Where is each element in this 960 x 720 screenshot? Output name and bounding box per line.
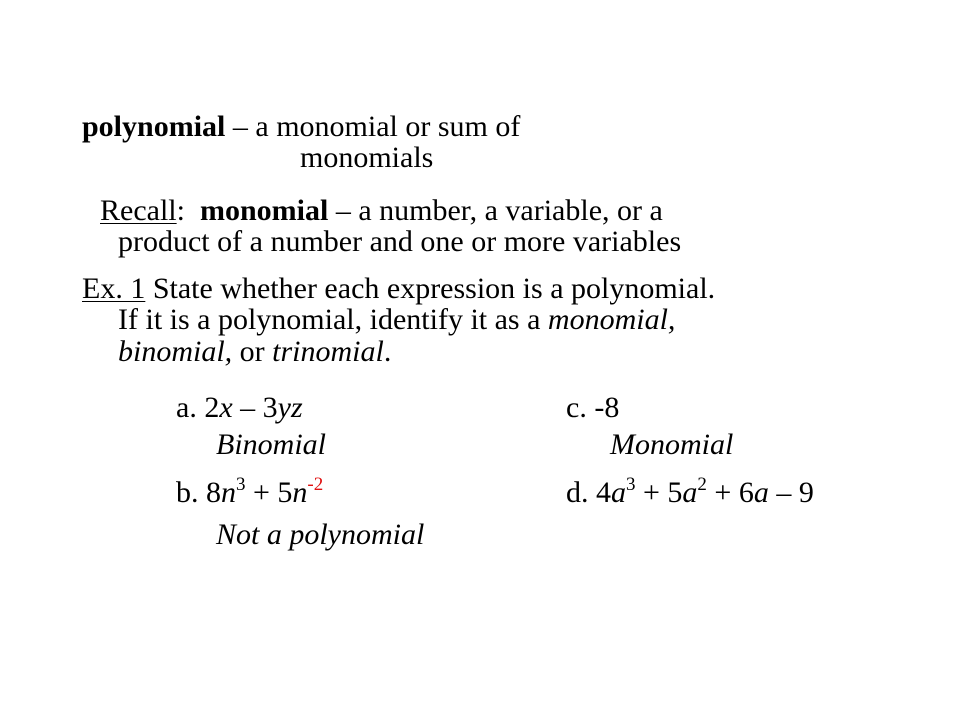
expr-part: + 5 bbox=[635, 476, 683, 509]
example-text: State whether each expression is a polynomial. bbox=[145, 272, 716, 305]
recall-term: monomial bbox=[199, 194, 329, 227]
item-b-label: b. bbox=[176, 476, 206, 509]
definition-term: polynomial bbox=[82, 110, 226, 143]
expr-part: 4 bbox=[596, 476, 611, 509]
expr-var: n bbox=[292, 476, 308, 509]
monomial-word: monomial, bbox=[547, 303, 676, 336]
example-label: Ex. 1 bbox=[82, 272, 146, 305]
item-a-expression bbox=[176, 391, 303, 425]
expr-var: a bbox=[611, 476, 626, 509]
example-line bbox=[82, 272, 715, 306]
recall-text: – a number, a variable, or a bbox=[328, 194, 663, 227]
expr-part: 8 bbox=[206, 476, 221, 509]
expr-var: a bbox=[682, 476, 698, 509]
recall-line bbox=[100, 194, 663, 228]
expr-exponent: 2 bbox=[697, 474, 707, 495]
expr-var: a bbox=[753, 476, 769, 509]
expr-part: 2 bbox=[204, 391, 220, 424]
example-continuation-2 bbox=[118, 335, 391, 369]
item-c-answer: Monomial bbox=[610, 428, 734, 461]
expr-part: + 5 bbox=[245, 476, 293, 509]
recall-label: Recall bbox=[100, 194, 177, 227]
definition-line bbox=[82, 110, 520, 144]
expr-var: n bbox=[221, 476, 236, 509]
example-continuation bbox=[118, 303, 675, 337]
trinomial-word: trinomial bbox=[272, 335, 384, 368]
expr-var: yz bbox=[277, 391, 303, 424]
negative-exponent: -2 bbox=[307, 474, 324, 495]
item-d-label: d. bbox=[566, 476, 596, 509]
item-c-expression bbox=[566, 391, 619, 425]
expr-var: x bbox=[219, 391, 233, 424]
item-c-label: c. bbox=[566, 391, 595, 424]
binomial-word: binomial, bbox=[118, 335, 233, 368]
example-text-2: If it is a polynomial, identify it as a bbox=[118, 303, 548, 336]
expr-part: + 6 bbox=[706, 476, 754, 509]
expr-part: -8 bbox=[594, 391, 620, 424]
recall-continuation: product of a number and one or more variables bbox=[118, 225, 682, 258]
expr-part: – 3 bbox=[232, 391, 278, 424]
item-a-label: a. bbox=[176, 391, 205, 424]
definition-text: – a monomial or sum of bbox=[225, 110, 521, 143]
definition-continuation: monomials bbox=[300, 141, 434, 174]
period: . bbox=[383, 335, 392, 368]
expr-exponent: 3 bbox=[626, 474, 636, 495]
item-d-expression bbox=[566, 476, 814, 514]
or-word: or bbox=[232, 335, 273, 368]
recall-colon: : bbox=[176, 194, 185, 227]
item-a-answer: Binomial bbox=[216, 428, 326, 461]
expr-exponent: 3 bbox=[236, 474, 246, 495]
item-b-expression bbox=[176, 476, 323, 514]
expr-part: – 9 bbox=[768, 476, 814, 509]
item-b-answer: Not a polynomial bbox=[216, 518, 425, 551]
